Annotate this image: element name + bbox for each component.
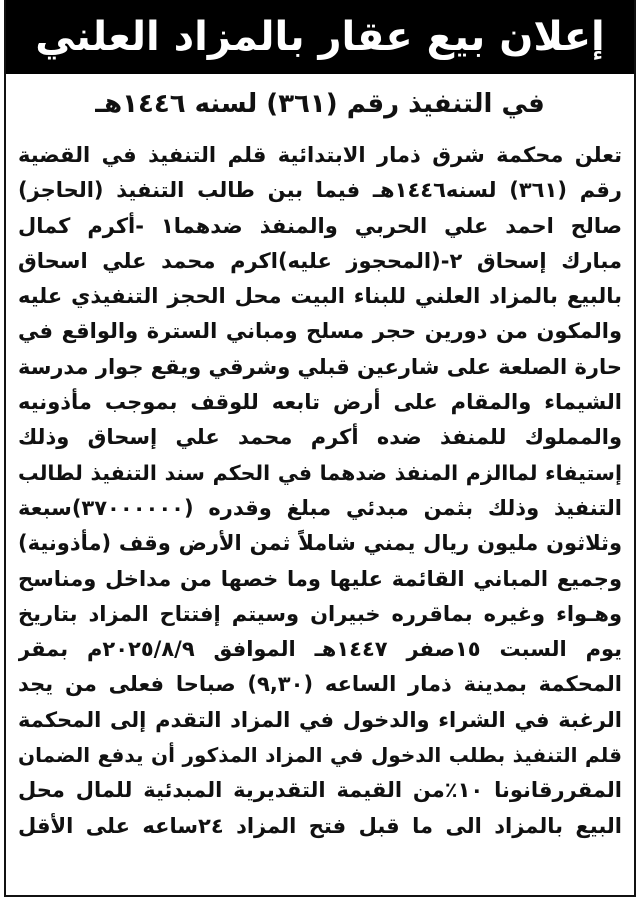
body-line: وثلاثون مليون ريال يمني شاملاً ثمن الأرض وقف (مأذونية): [18, 531, 622, 556]
body-line: بالبيع بالمزاد العلني للبناء البيت محل الحجز التنفيذي عليه: [18, 284, 622, 309]
body-line: والمكون من دورين حجر مسلح ومباني السترة والواقع في: [18, 319, 622, 344]
body-line: يوم السبت ١٥صفر ١٤٤٧هـ الموافق ٢٠٢٥/٨/٩م بمقر: [18, 637, 622, 662]
body-line: المقررقانونا ١٠٪من القيمة التقديرية المبدئية للمال محل: [18, 778, 622, 803]
announcement-page: [4, 0, 636, 897]
body-line: الرغبة في الشراء والدخول في المزاد التقدم إلى المحكمة: [18, 707, 622, 732]
body-line: قلم التنفيذ بطلب الدخول في المزاد المذكور أن يدفع الضمان: [18, 743, 622, 768]
body-line: والمملوك للمنفذ ضده أكرم محمد علي إسحاق وذلك: [18, 425, 622, 450]
body-line: رقم (٣٦١) لسنه١٤٤٦هـ فيما بين طالب التنفيذ (الحاجز): [18, 178, 622, 203]
title-banner: [6, 0, 634, 74]
body-line: مبارك إسحاق ٢-(المحجوز عليه)اكرم محمد علي اسحاق: [18, 248, 622, 273]
body-line: الشيماء والمقام على أرض تابعه للوقف بموجب مأذونيه: [18, 390, 622, 415]
body-line: إستيفاء لماالزم المنفذ ضدهما في الحكم سند التنفيذ لطالب: [18, 460, 622, 485]
body-line: وهـواء وغيره بماقرره خبيران وسيتم إفتتاح المزاد بتاريخ: [18, 601, 622, 626]
case-number-heading: في التنفيذ رقم (٣٦١) لسنه ١٤٤٦هـ: [95, 89, 545, 119]
body-line: وجميع المباني القائمة عليها وما خصها من مداخل ومناسح: [18, 566, 622, 591]
announcement-body: [18, 138, 622, 844]
body-line: البيع بالمزاد الى ما قبل فتح المزاد ٢٤ساعه على الأقل: [18, 813, 622, 838]
body-line: صالح احمد علي الحربي والمنفذ ضدهما١ -أكرم كمال: [18, 213, 622, 238]
announcement-title: إعلان بيع عقار بالمزاد العلني: [35, 14, 605, 60]
body-line: حارة الصلعة على شارعين قبلي وشرقي ويقع جوار مدرسة: [18, 354, 622, 379]
body-line: التنفيذ وذلك بثمن مبدئي مبلغ وقدره (٣٧٠٠٠٠٠٠)سبعة: [18, 495, 622, 520]
body-line: المحكمة بمدينة ذمار الساعه (٩,٣٠) صباحا فعلى من يجد: [18, 672, 622, 697]
body-line: تعلن محكمة شرق ذمار الابتدائية قلم التنفيذ في القضية: [18, 143, 622, 167]
